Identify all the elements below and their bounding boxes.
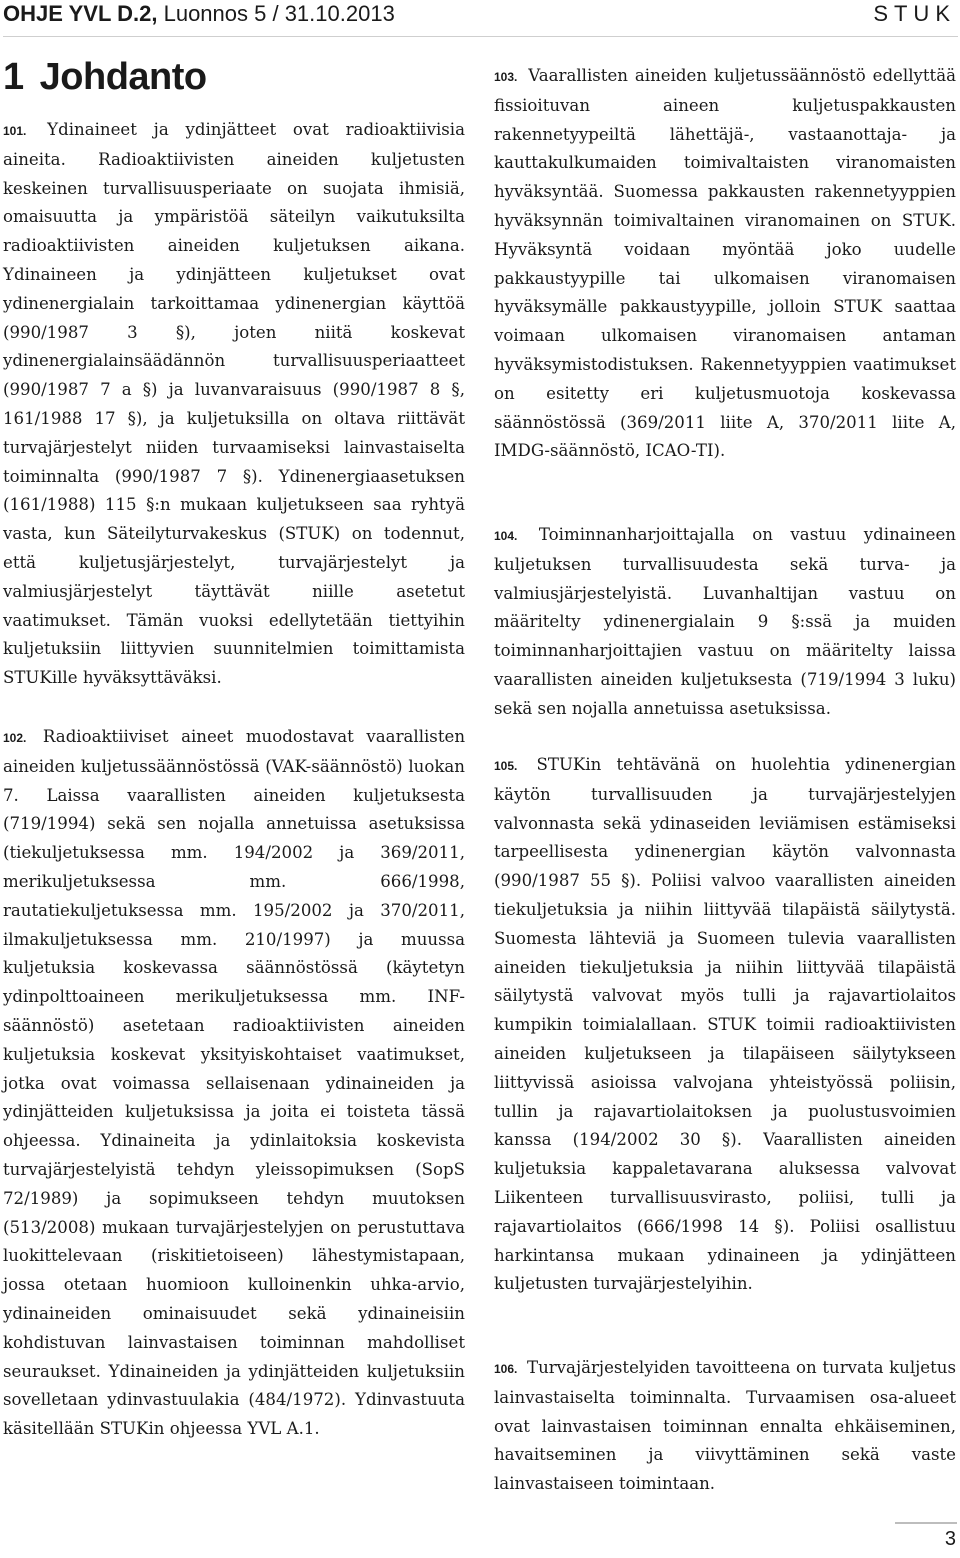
paragraph-106 <box>494 1354 956 1499</box>
paragraph-number: 106. <box>494 1362 518 1376</box>
paragraph-number: 102. <box>3 731 27 745</box>
paragraph-103 <box>494 62 956 466</box>
paragraph-101 <box>3 116 465 693</box>
paragraph-text: Toiminnanharjoittajalla on vastuu ydinaineen kuljetuksen turvallisuudesta sekä turva- ja valmiusjärjestelyistä. Luvanhaltijan vastuu on määritelty ydinenergialain 9 §:ssä ja muiden toiminnanharjoittajien vastuu on määritelty laissa vaarallisten aineiden kuljetuksesta (719/1994 3 luku) sekä sen nojalla annetuissa asetuksissa. <box>494 525 956 718</box>
paragraph-number: 105. <box>494 759 518 773</box>
paragraph-text: STUKin tehtävänä on huolehtia ydinenergian käytön turvallisuuden ja turvajärjestelyjen valvonnasta sekä ydinaseiden leviämisen estämiseksi tarpeellisesta ydinenergian käytön valvonnasta (990/1987 55 §). Poliisi valvoo vaarallisten aineiden tiekuljetuksia ja niihin liittyvää tilapäistä säilytystä. Suomesta lähteviä ja Suomeen tulevia vaarallisten aineiden tiekuljetuksia ja niihin liittyvää tilapäistä säilytystä valvovat myös tulli ja rajavartiolaitos kumpikin toimialallaan. STUK toimii radioaktiivisten aineiden kuljetukseen ja tilapäiseen säilytykseen liittyvissä asioissa valvojana yhteistyössä poliisin, tullin ja rajavartiolaitoksen ja puolustusvoimien kanssa (194/2002 30 §). Vaarallisten aineiden kuljetuksia kappaletavarana aluksessa valvovat Liikenteen turvallisuusvirasto, poliisi, tulli ja rajavartiolaitos (666/1998 14 §). Poliisi osallistuu harkintansa mukaan ydinaineen ja ydinjätteen kuljetusten turvajärjestelyihin. <box>494 755 956 1294</box>
draft-date: Luonnos 5 / 31.10.2013 <box>157 1 395 26</box>
paragraph-number: 101. <box>3 124 27 138</box>
paragraph-text: Radioaktiiviset aineet muodostavat vaarallisten aineiden kuljetussäännöstössä (VAK-säännöstö) luokan 7. Laissa vaarallisten aineiden kuljetuksesta (719/1994) sekä sen nojalla annetuissa asetuksissa (tiekuljetuksessa mm. 194/2002 ja 369/2011, merikuljetuksessa mm. 666/1998, rautatiekuljetuksessa mm. 195/2002 ja 370/2011, ilmakuljetuksessa mm. 210/1997) ja muussa kuljetuksia koskevassa säännöstössä (käytetyn ydinpolttoaineen merikuljetuksessa mm. INF-säännöstö) asetetaan radioaktiivisten aineiden kuljetuksia koskevat yksityiskohtaiset vaatimukset, jotka ovat voimassa sellaisenaan ydinaineiden ja ydinjätteiden kuljetuksissa ja joita ei toisteta tässä ohjeessa. Ydinaineita ja ydinlaitoksia koskevista turvajärjestelyistä tehdyn yleissopimuksen (SopS 72/1989) ja sopimukseen tehdyn muutoksen (513/2008) mukaan turvajärjestelyjen on perustuttava luokittelevaan (riskitietoiseen) lähestymistapaan, jossa otetaan huomioon kulloinenkin uhka-arvio, ydinaineiden ominaisuudet sekä ydinaineisiin kohdistuvan lainvastaisen toiminnan mahdolliset seuraukset. Ydinaineiden ja ydinjätteiden kuljetuksiin sovelletaan ydinvastuulakia (484/1972). Ydinvastuuta käsitellään STUKin ohjeessa YVL A.1. <box>3 727 466 1439</box>
paragraph-text: Vaarallisten aineiden kuljetussäännöstö edellyttää fissioituvan aineen kuljetuspakkausten rakennetyypeiltä lähettäjä-, vastaanottaja- ja kauttakulkumaiden toimivaltaisten viranomaisten hyväksyntää. Suomessa pakkausten rakennetyyppien hyväksynnän toimivaltainen viranomainen on STUK. Hyväksyntä voidaan myöntää joko uudelle pakkaustyypille tai ulkomaisen viranomaisen hyväksymälle pakkaustyypille, jolloin STUK saattaa voimaan ulkomaisen viranomaisen antaman hyväksymistodistuksen. Rakennetyyppien vaatimukset on esitetty eri kuljetusmuotoja koskevassa säännöstössä (369/2011 liite A, 370/2011 liite A, IMDG-säännöstö, ICAO-TI). <box>494 66 956 461</box>
paragraph-102 <box>3 723 465 1444</box>
paragraph-text: Ydinaineet ja ydinjätteet ovat radioaktiivisia aineita. Radioaktiivisten aineiden kuljetusten keskeinen turvallisuusperiaate on suojata ihmisiä, omaisuutta ja ympäristöä säteilyn vaikutuksilta radioaktiivisten aineiden kuljetuksen aikana. Ydinaineen ja ydinjätteen kuljetukset ovat ydinenergialain tarkoittamaa ydinenergian käyttöä (990/1987 3 §), joten niitä koskevat ydinenergialainsäädännön turvallisuusperiaatteet (990/1987 7 a §) ja luvanvaraisuus (990/1987 8 §, 161/1988 17 §), ja kuljetuksilla on oltava riittävät turvajärjestelyt niiden turvaamiseksi lainvastaiselta toiminnalta (990/1987 7 §). Ydinenergiaasetuksen (161/1988) 115 §:n mukaan kuljetukseen saa ryhtyä vasta, kun Säteilyturvakeskus (STUK) on todennut, että kuljetusjärjestelyt, turvajärjestelyt ja valmiusjärjestelyt täyttävät niille asetetut vaatimukset. Tämän vuoksi edellytetään tiettyihin kuljetuksiin liittyvien suunnitelmien toimittamista STUKille hyväksyttäväksi. <box>3 120 465 688</box>
paragraph-number: 103. <box>494 70 518 84</box>
paragraph-number: 104. <box>494 529 518 543</box>
page-number: 3 <box>944 1528 956 1550</box>
chapter-number: 1 <box>3 56 24 98</box>
organization-name: STUK <box>873 1 956 26</box>
document-id <box>3 1 395 27</box>
paragraph-text: Turvajärjestelyiden tavoitteena on turvata kuljetus lainvastaiselta toiminnalta. Turvaamisen osa-alueet ovat lainvastaisen toiminnan ennalta ehkäiseminen, havaitseminen ja viivyttäminen sekä vaste lainvastaiseen toimintaan. <box>494 1358 956 1494</box>
chapter-title: Johdanto <box>39 56 207 98</box>
footer-rule <box>895 1522 957 1524</box>
chapter-heading <box>3 56 207 99</box>
guide-code: OHJE YVL D.2, <box>3 1 158 26</box>
paragraph-104 <box>494 521 956 724</box>
page-header <box>3 0 958 37</box>
paragraph-105 <box>494 751 956 1299</box>
